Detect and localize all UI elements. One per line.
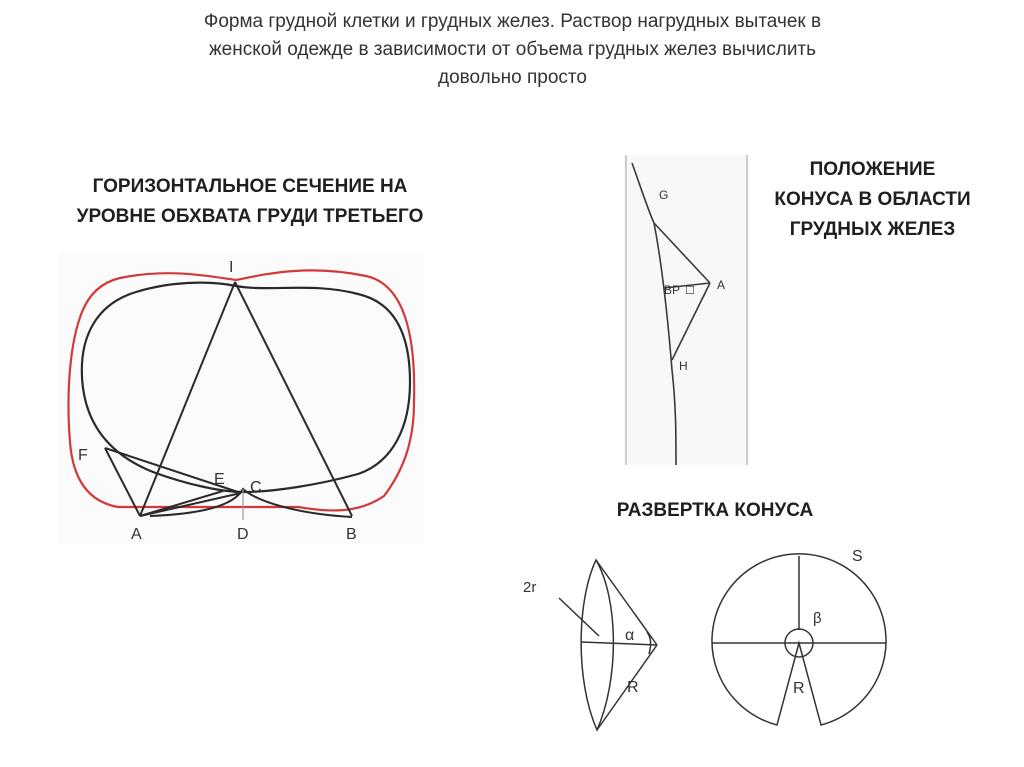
diameter-pointer xyxy=(559,598,599,636)
chest-section-diagram xyxy=(58,252,424,544)
cone-base-ellipse xyxy=(581,560,613,730)
label-a: A xyxy=(717,278,726,292)
page-title xyxy=(90,8,935,92)
label-b: B xyxy=(346,526,357,543)
title-line: Форма грудной клетки и грудных желез. Раствор нагрудных вытачек в xyxy=(203,11,822,32)
heading-line: УРОВНЕ ОБХВАТА ГРУДИ ТРЕТЬЕГО xyxy=(76,206,424,227)
label-e: E xyxy=(214,471,225,488)
cone-position-diagram xyxy=(624,155,749,465)
label-2r: 2r xyxy=(523,579,537,596)
label-r-slant: R xyxy=(627,679,639,696)
title-line: женской одежде в зависимости от объема грудных желез вычислить xyxy=(208,39,817,60)
section-heading xyxy=(40,172,460,232)
heading-line: РАЗВЕРТКА КОНУСА xyxy=(616,500,814,521)
label-h: H xyxy=(679,359,688,373)
label-s: S xyxy=(852,548,863,565)
label-a: A xyxy=(131,526,142,543)
label-bp: BP xyxy=(664,283,681,297)
label-i: I xyxy=(229,259,234,276)
heading-line: ГРУДНЫХ ЖЕЛЕЗ xyxy=(789,219,956,240)
cone-heading xyxy=(735,155,1010,245)
label-c: C xyxy=(250,479,262,496)
label-d: D xyxy=(237,526,249,543)
heading-line: КОНУСА В ОБЛАСТИ xyxy=(774,189,971,210)
label-g: G xyxy=(659,188,669,202)
diagram-background xyxy=(624,155,749,465)
unfold-heading xyxy=(585,496,845,526)
cone-unfold-diagram xyxy=(515,540,895,735)
heading-line: ПОЛОЖЕНИЕ xyxy=(809,159,936,180)
label-bp-marker: ☐ xyxy=(685,285,695,297)
label-beta: β xyxy=(813,610,822,627)
label-f: F xyxy=(78,447,88,464)
label-r-radius: R xyxy=(793,680,805,697)
cone-axis-line xyxy=(581,642,657,645)
heading-line: ГОРИЗОНТАЛЬНОЕ СЕЧЕНИЕ НА xyxy=(92,176,408,197)
title-line: довольно просто xyxy=(438,67,587,88)
label-alpha: α xyxy=(625,627,635,644)
